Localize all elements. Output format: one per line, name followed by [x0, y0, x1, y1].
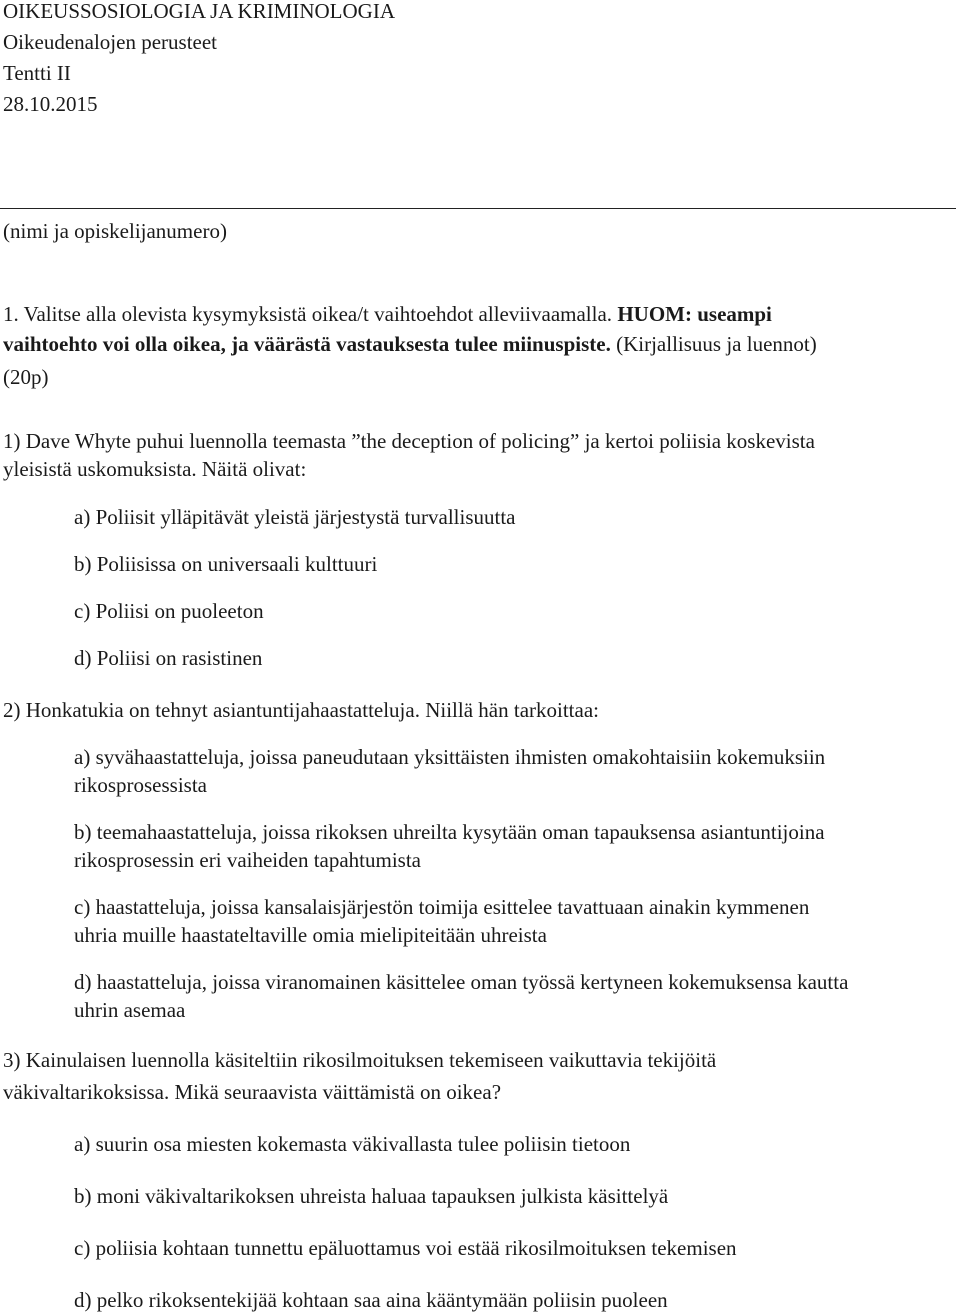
answer-option[interactable]: c) poliisia kohtaan tunnettu epäluottamus voi estää rikosilmoituksen tekemisen	[74, 1236, 737, 1260]
answer-option-cont[interactable]: rikosprosessista	[74, 773, 207, 797]
answer-option[interactable]: a) Poliisit ylläpitävät yleistä järjestystä turvallisuutta	[74, 505, 516, 529]
instruction-note-bold: HUOM: useampi	[617, 302, 772, 326]
answer-option-cont[interactable]: uhria muille haastateltaville omia mielipiteitään uhreista	[74, 923, 547, 947]
answer-option[interactable]: a) suurin osa miesten kokemasta väkivallasta tulee poliisin tietoon	[74, 1132, 631, 1156]
exam-date: 28.10.2015	[3, 92, 98, 116]
question-text: 1) Dave Whyte puhui luennolla teemasta ”the deception of policing” ja kertoi poliisia koskevista	[3, 429, 815, 453]
course-title: OIKEUSSOSIOLOGIA JA KRIMINOLOGIA	[3, 0, 395, 23]
answer-option[interactable]: d) haastatteluja, joissa viranomainen käsittelee oman työssä kertyneen kokemuksensa kautta	[74, 970, 849, 994]
answer-option[interactable]: c) haastatteluja, joissa kansalaisjärjestön toimija esittelee tavattuaan ainakin kymmenen	[74, 895, 810, 919]
answer-option[interactable]: c) Poliisi on puoleeton	[74, 599, 264, 623]
instruction-line-1	[3, 304, 772, 325]
answer-option-cont[interactable]: uhrin asemaa	[74, 998, 186, 1022]
course-subtitle: Oikeudenalojen perusteet	[3, 30, 217, 54]
question-text: 2) Honkatukia on tehnyt asiantuntijahaastatteluja. Niillä hän tarkoittaa:	[3, 698, 599, 722]
answer-option[interactable]: d) Poliisi on rasistinen	[74, 646, 263, 670]
instruction-note-bold-cont: vaihtoehto voi olla oikea, ja väärästä vastauksesta tulee miinuspiste.	[3, 332, 611, 356]
answer-option[interactable]: b) moni väkivaltarikoksen uhreista haluaa tapauksen julkista käsittelyä	[74, 1184, 669, 1208]
instruction-line-2	[3, 334, 817, 355]
instruction-text: 1. Valitse alla olevista kysymyksistä oikea/t vaihtoehdot alleviivaamalla.	[3, 302, 618, 326]
question-text: väkivaltarikoksissa. Mikä seuraavista väittämistä on oikea?	[3, 1080, 502, 1104]
answer-option[interactable]: b) teemahaastatteluja, joissa rikoksen uhreilta kysytään oman tapauksensa asiantuntijoina	[74, 820, 825, 844]
name-signature-line	[0, 208, 956, 209]
answer-option-cont[interactable]: rikosprosessin eri vaiheiden tapahtumista	[74, 848, 422, 872]
question-text: yleisistä uskomuksista. Näitä olivat:	[3, 457, 307, 481]
answer-option[interactable]: b) Poliisissa on universaali kulttuuri	[74, 552, 378, 576]
exam-name: Tentti II	[3, 61, 71, 85]
instruction-points: (20p)	[3, 365, 49, 389]
name-field-caption: (nimi ja opiskelijanumero)	[3, 219, 227, 243]
answer-option[interactable]: d) pelko rikoksentekijää kohtaan saa aina kääntymään poliisin puoleen	[74, 1288, 668, 1312]
question-text: 3) Kainulaisen luennolla käsiteltiin rikosilmoituksen tekemiseen vaikuttavia tekijöitä	[3, 1048, 717, 1072]
answer-option[interactable]: a) syvähaastatteluja, joissa paneudutaan yksittäisten ihmisten omakohtaisiin kokemuksiin	[74, 745, 826, 769]
instruction-sources: (Kirjallisuus ja luennot)	[610, 332, 817, 356]
